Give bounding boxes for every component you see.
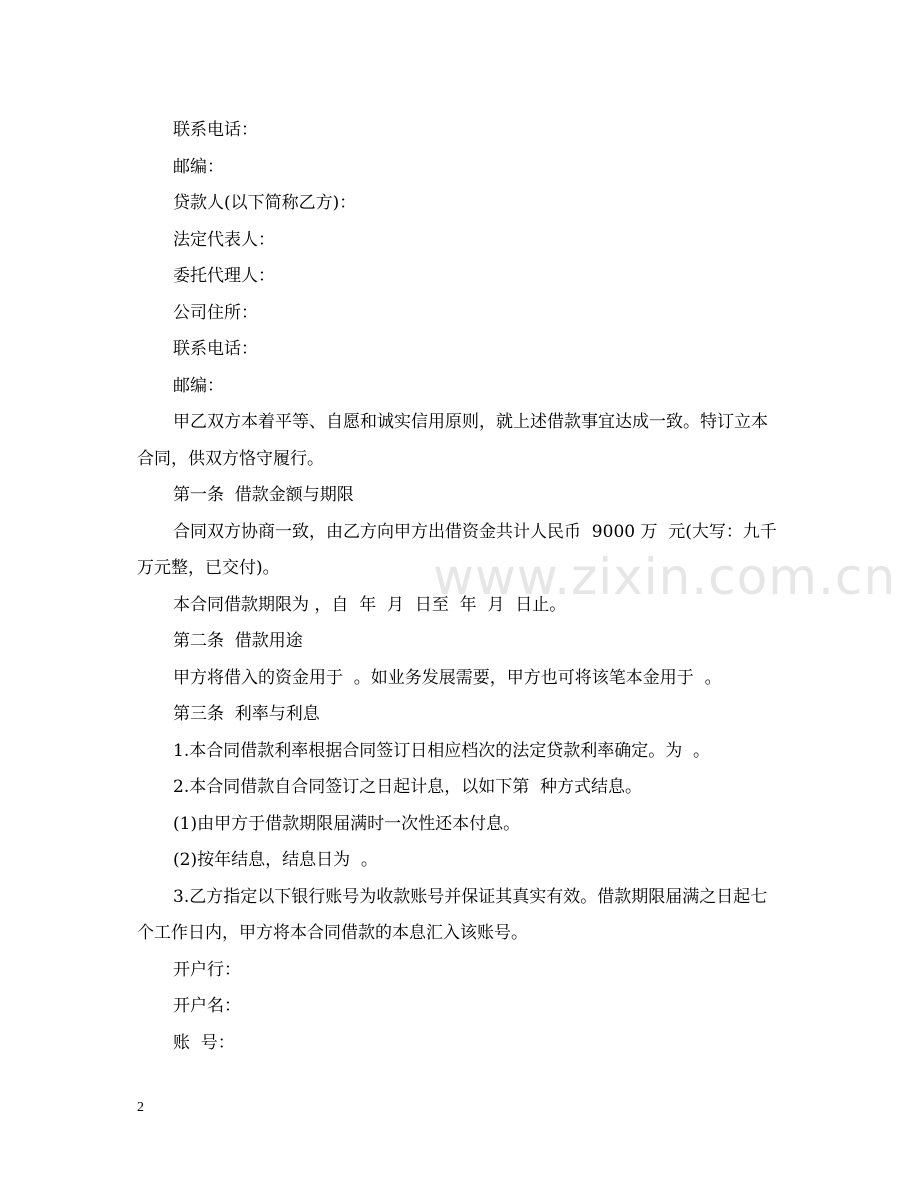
article-3-heading: 第三条 利率与利息	[173, 704, 320, 724]
page-number: 2	[137, 1100, 144, 1115]
company-address-line: 公司住所：	[173, 302, 258, 323]
loan-purpose-paragraph: 甲方将借入的资金用于 。如业务发展需要，甲方也可将该笔本金用于 。	[173, 667, 722, 688]
document-body	[137, 112, 777, 1061]
postcode-line-2: 邮编：	[173, 375, 224, 396]
postcode-line-1: 邮编：	[173, 156, 224, 177]
contact-phone-line-2: 联系电话：	[173, 339, 258, 359]
contact-phone-line-1: 联系电话：	[173, 120, 258, 140]
article-1-heading: 第一条 借款金额与期限	[173, 485, 354, 505]
interest-rate-item: 1.本合同借款利率根据合同签订日相应档次的法定贷款利率确定。为 。	[173, 740, 711, 761]
entrusted-agent-line: 委托代理人：	[173, 266, 275, 286]
preamble-paragraph: 甲乙双方本着平等、自愿和诚实信用原则，就上述借款事宜达成一致。特订立本合同，供双方恪守履行。	[137, 412, 768, 469]
account-number-line: 账 号：	[173, 1032, 235, 1053]
bank-account-item: 3.乙方指定以下银行账号为收款账号并保证其真实有效。借款期限届满之日起七个工作日内，甲方将本合同借款的本息汇入该账号。	[137, 886, 768, 943]
settlement-option-1: (1)由甲方于借款期限届满时一次性还本付息。	[173, 813, 521, 834]
article-2-heading: 第二条 借款用途	[173, 631, 303, 651]
account-name-line: 开户名：	[173, 996, 241, 1016]
legal-representative-line: 法定代表人：	[173, 229, 275, 250]
loan-term-paragraph: 本合同借款期限为 ，自 年 月 日至 年 月 日止。	[173, 594, 567, 615]
loan-amount-paragraph: 合同双方协商一致，由乙方向甲方出借资金共计人民币 9000 万 元(大写：九千万元整，已交付)。	[137, 521, 777, 578]
bank-name-line: 开户行：	[173, 959, 241, 980]
interest-accrual-item: 2.本合同借款自合同签订之日起计息，以如下第 种方式结息。	[173, 777, 643, 797]
lender-line: 贷款人(以下简称乙方)：	[173, 193, 357, 213]
watermark: www.zixin.com.cn	[433, 548, 897, 606]
settlement-option-2: (2)按年结息，结息日为 。	[173, 850, 378, 870]
